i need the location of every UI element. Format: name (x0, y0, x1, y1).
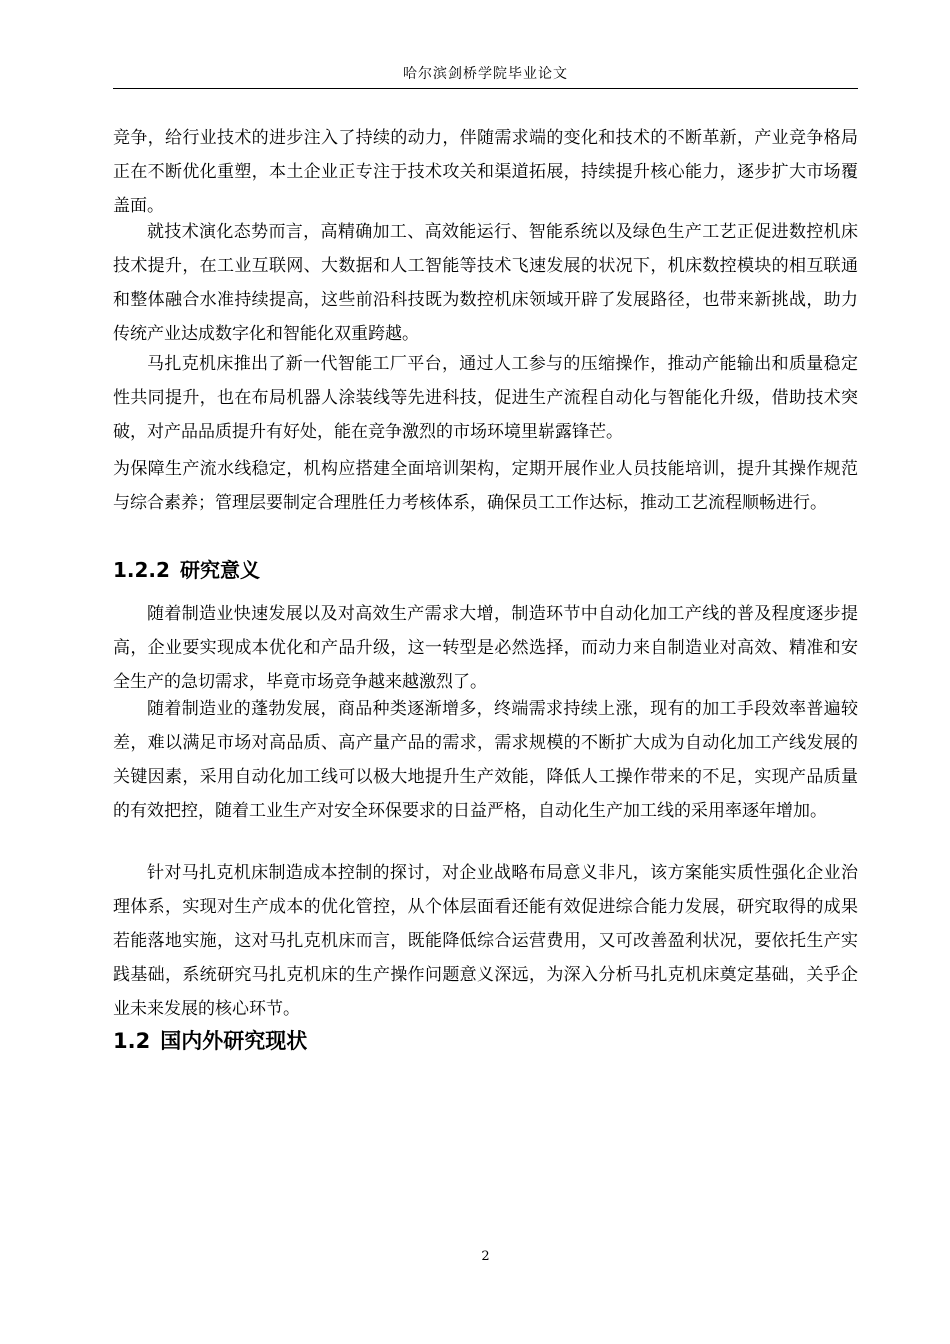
page-number: 2 (481, 1249, 490, 1264)
paragraph-text: 马扎克机床推出了新一代智能工厂平台，通过人工参与的压缩操作，推动产能输出和质量稳定性共同提升，也在布局机器人涂装线等先进科技，促进生产流程自动化与智能化升级，借助技术突破，对产品品质提升有好处，能在竞争激烈的市场环境里崭露锋芒。 (113, 354, 858, 442)
section-title: 国内外研究现状 (160, 1029, 308, 1053)
page-header: 哈尔滨剑桥学院毕业论文 (403, 66, 568, 82)
section-heading-research-significance (113, 552, 858, 588)
paragraph-text: 为保障生产流水线稳定，机构应搭建全面培训架构，定期开展作业人员技能培训，提升其操作规范与综合素养；管理层要制定合理胜任力考核体系，确保员工工作达标，推动工艺流程顺畅进行。 (113, 459, 858, 513)
paragraph-text: 针对马扎克机床制造成本控制的探讨，对企业战略布局意义非凡，该方案能实质性强化企业治理体系，实现对生产成本的优化管控，从个体层面看还能有效促进综合能力发展，研究取得的成果若能落地实施，这对马扎克机床而言，既能降低综合运营费用，又可改善盈利状况，要依托生产实践基础，系统研究马扎克机床的生产操作问题意义深远，为深入分析马扎克机床奠定基础，关乎企业未来发展的核心环节。 (113, 863, 858, 1019)
paragraph-text: 竞争，给行业技术的进步注入了持续的动力，伴随需求端的变化和技术的不断革新，产业竞争格局正在不断优化重塑，本土企业正专注于技术攻关和渠道拓展，持续提升核心能力，逐步扩大市场覆盖面。 (113, 128, 858, 216)
body-paragraph-1 (113, 121, 858, 223)
paragraph-text: 就技术演化态势而言，高精确加工、高效能运行、智能系统以及绿色生产工艺正促进数控机床技术提升，在工业互联网、大数据和人工智能等技术飞速发展的状况下，机床数控模块的相互联通和整体融合水准持续提高，这些前沿科技既为数控机床领域开辟了发展路径，也带来新挑战，助力传统产业达成数字化和智能化双重跨越。 (113, 222, 858, 344)
section-paragraph-2 (113, 692, 858, 828)
section-number: 1.2 (113, 1029, 151, 1053)
body-paragraph-2 (113, 215, 858, 351)
section-title: 研究意义 (179, 558, 260, 582)
paragraph-text: 随着制造业快速发展以及对高效生产需求大增，制造环节中自动化加工产线的普及程度逐步提高，企业要实现成本优化和产品升级，这一转型是必然选择，而动力来自制造业对高效、精准和安全生产的急切需求，毕竟市场竞争越来越激烈了。 (113, 604, 858, 692)
section-heading (113, 1023, 858, 1059)
paragraph-text: 随着制造业的蓬勃发展，商品种类逐渐增多，终端需求持续上涨，现有的加工手段效率普遍较差，难以满足市场对高品质、高产量产品的需求，需求规模的不断扩大成为自动化加工产线发展的关键因素，采用自动化加工线可以极大地提升生产效能，降低人工操作带来的不足，实现产品质量的有效把控，随着工业生产对安全环保要求的日益严格，自动化生产加工线的采用率逐年增加。 (113, 699, 858, 821)
section-paragraph-1 (113, 597, 858, 699)
body-paragraph-3 (113, 347, 858, 449)
header-divider (113, 88, 858, 89)
body-paragraph-4 (113, 452, 858, 520)
section-heading-research-status (113, 1023, 858, 1059)
section-number: 1.2.2 (113, 558, 170, 582)
section-paragraph-3 (113, 856, 858, 1026)
section-heading (113, 552, 858, 588)
